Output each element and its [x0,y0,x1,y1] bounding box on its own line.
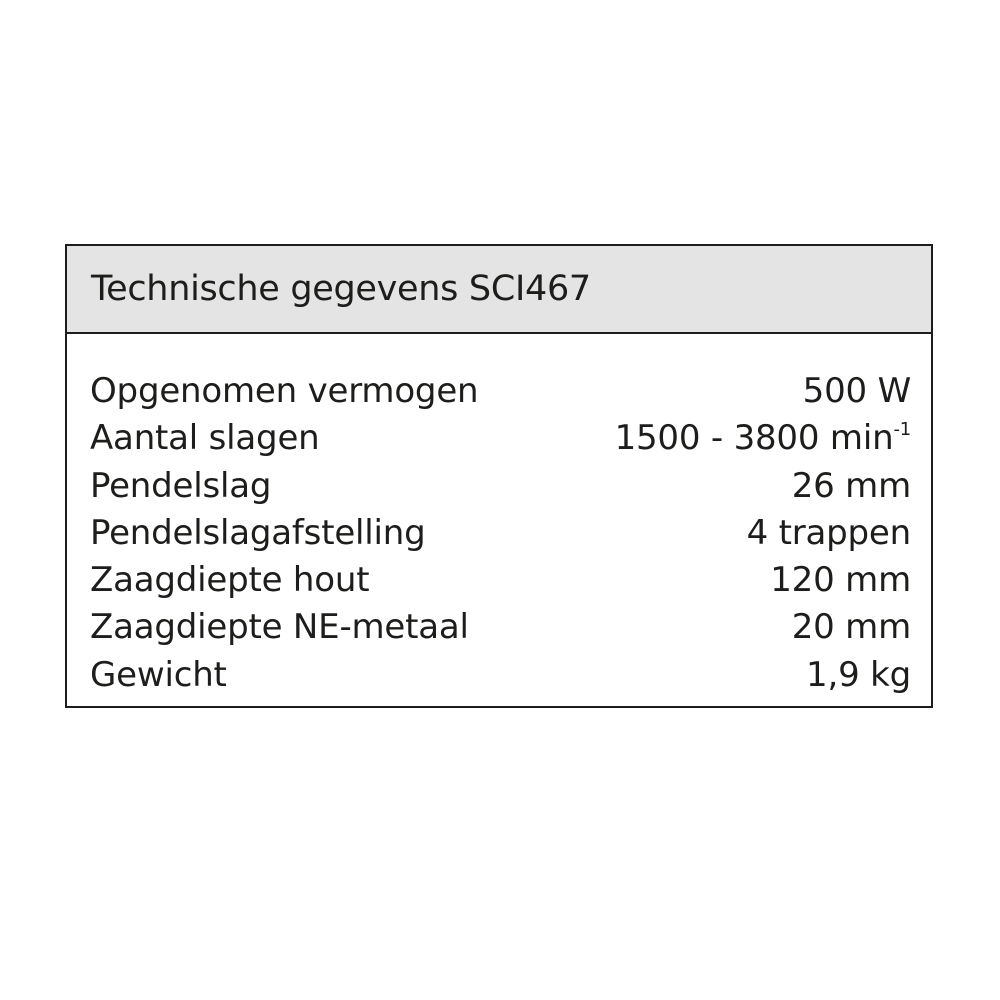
row-value: 1,9 kg [806,654,911,695]
row-value: 26 mm [791,465,911,506]
technical-specs-table [65,244,933,708]
table-row [90,368,911,415]
row-label: Gewicht [90,654,227,695]
row-label: Zaagdiepte hout [90,560,370,601]
row-value: 1500 - 3800 $\min^{-1}$ [614,418,911,459]
table-title: Technische gegevens SCI467 [91,268,591,309]
table-row [90,510,911,557]
unit-superscript: -1 [893,419,911,441]
table-body [67,334,931,699]
row-value: 500 W [802,371,911,411]
row-label: Pendelslag [90,465,272,506]
row-label: Pendelslagafstelling [90,512,426,553]
table-row [90,604,911,651]
row-label: Zaagdiepte NE-metaal [90,607,469,648]
table-row [90,463,911,510]
table-row [90,652,911,699]
row-label: Aantal slagen [90,418,320,459]
row-value: 4 trappen [746,512,911,553]
row-value: 20 mm [791,607,911,648]
row-value: 120 mm [770,560,911,601]
table-row [90,557,911,604]
table-header [67,246,931,334]
row-label: Opgenomen vermogen [90,371,479,411]
table-row [90,415,911,462]
